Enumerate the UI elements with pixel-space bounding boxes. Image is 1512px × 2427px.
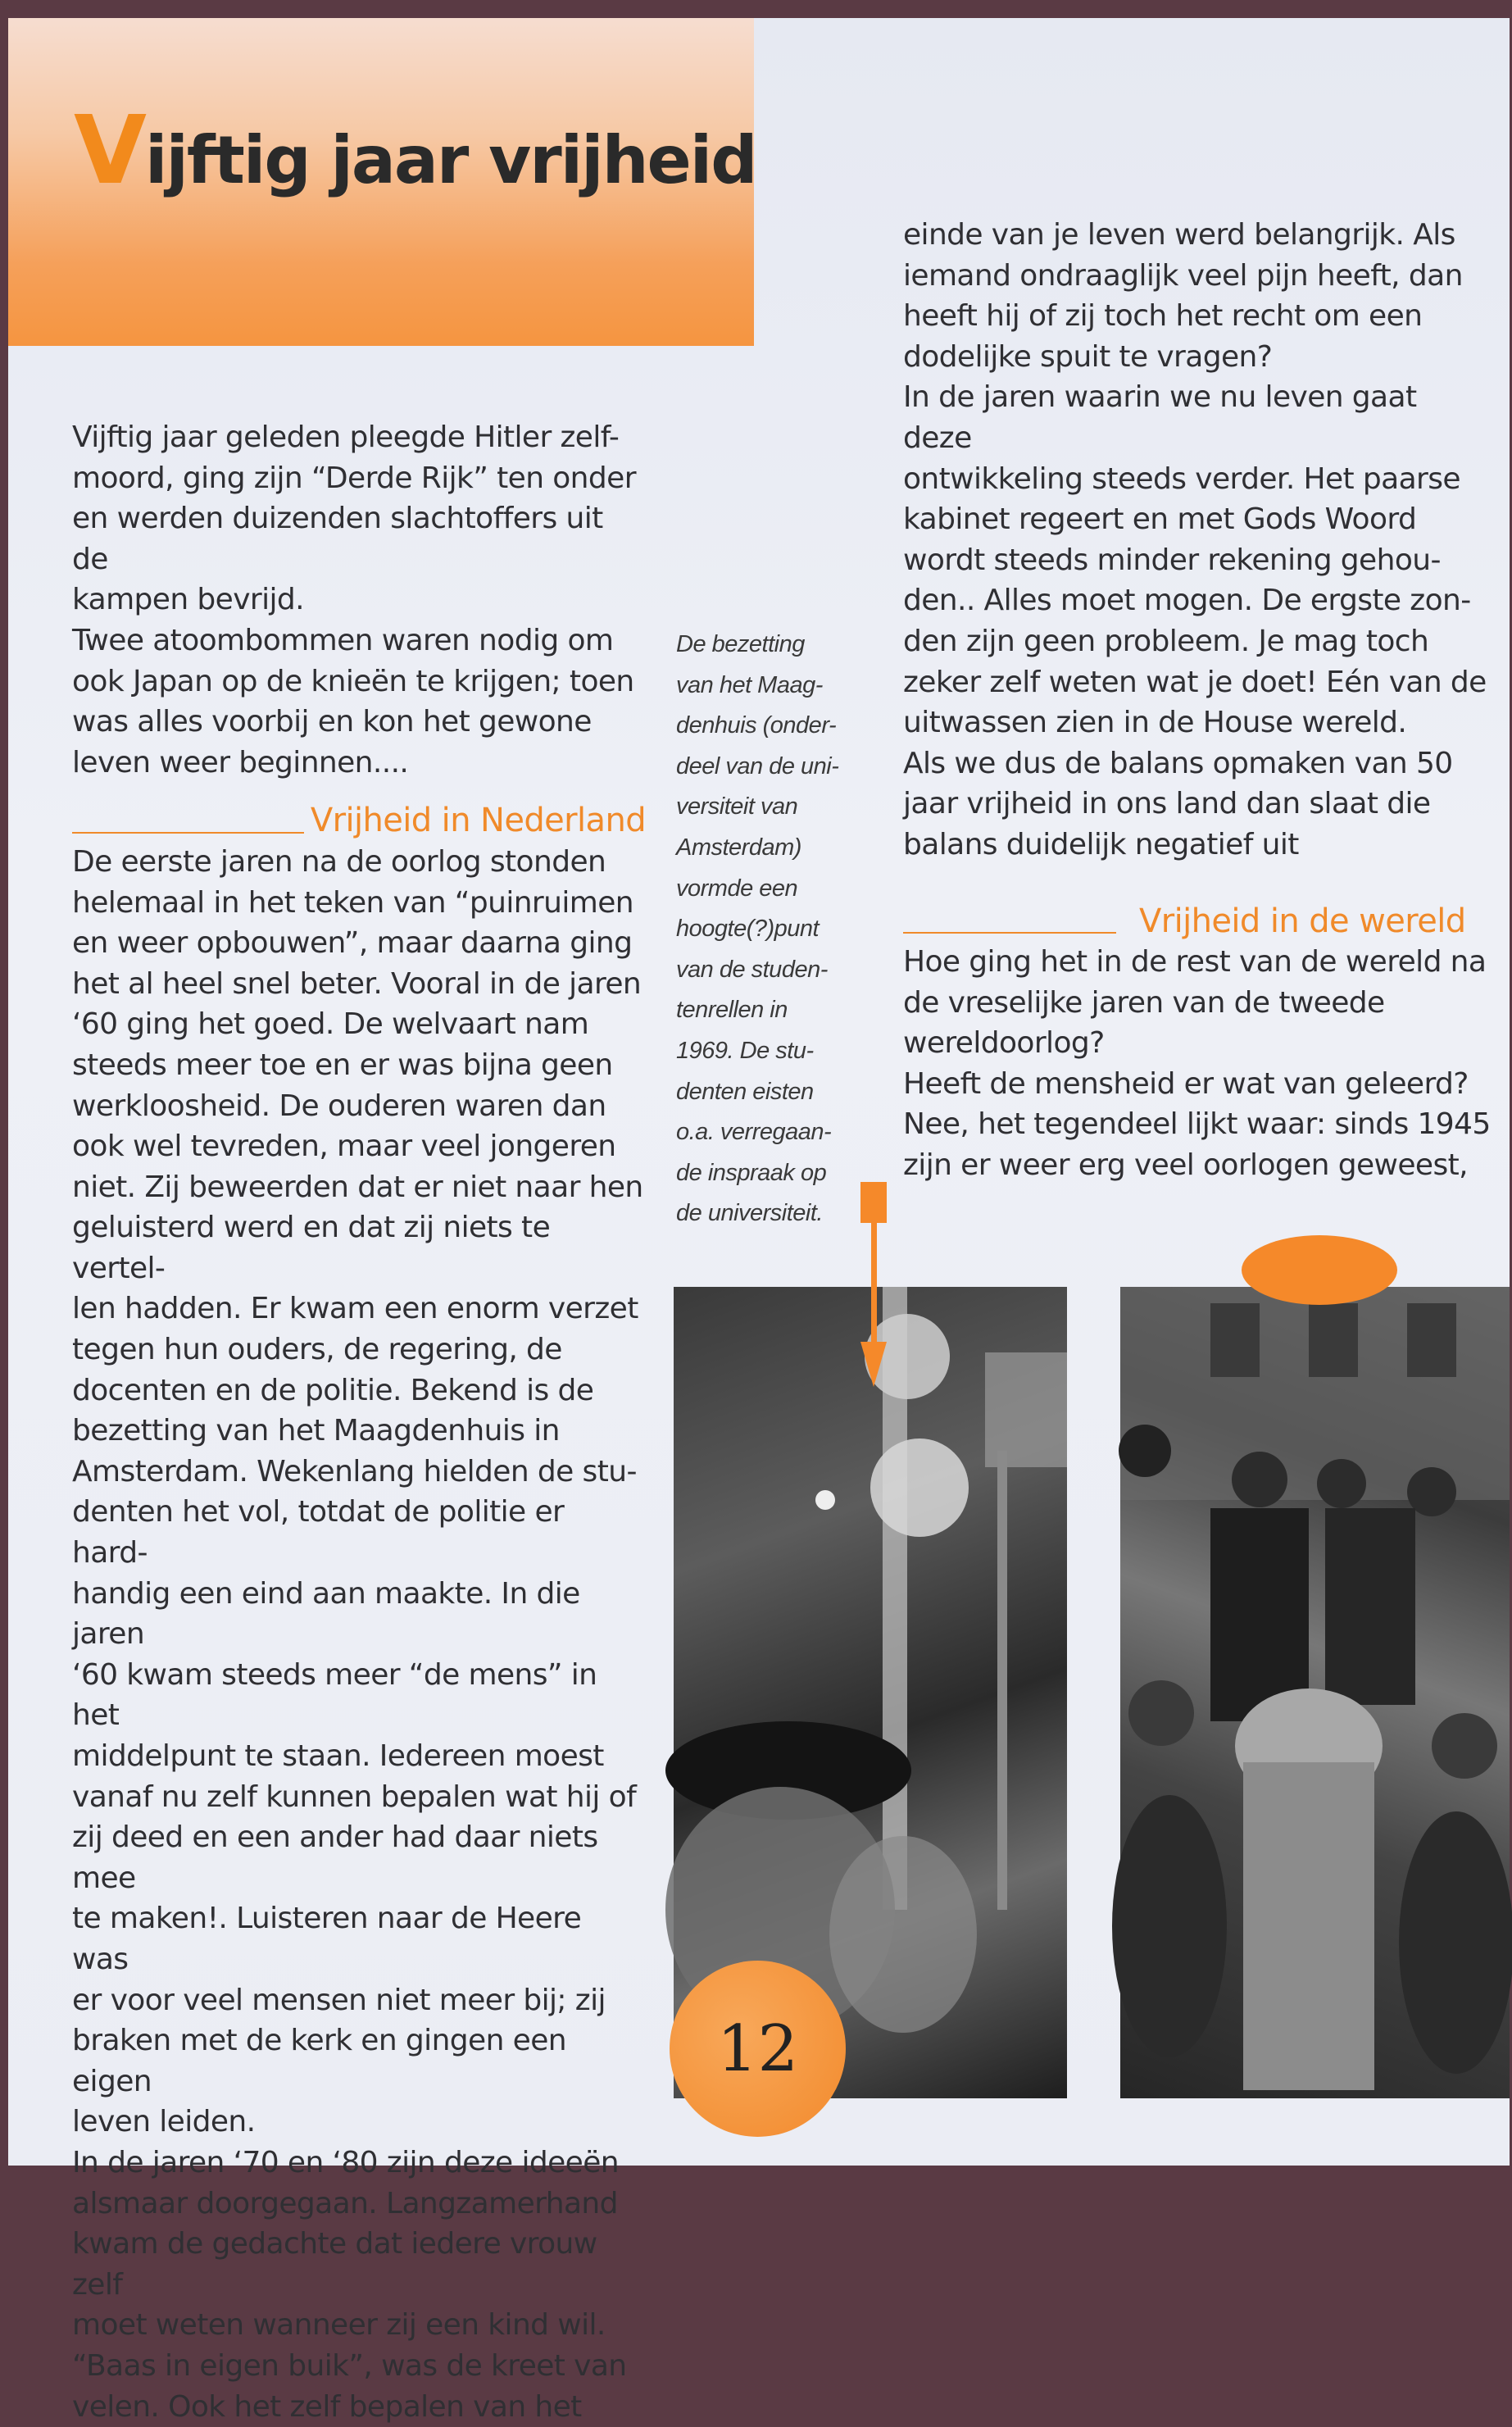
police-photo (1120, 1287, 1510, 2098)
title-initial: V (74, 96, 146, 206)
subheading-wereld-text: Vrijheid in de wereld (1139, 902, 1466, 940)
page-title (74, 96, 756, 206)
subheading-nederland-text: Vrijheid in Nederland (310, 802, 646, 840)
page-number-badge: 12 (670, 1961, 846, 2137)
photo-caption: De bezetting van het Maag- denhuis (onder- deel van de uni- versiteit van Amsterdam) vormde een hoogte(?)punt van de studen- tenrellen in 1969. De stu- denten eisten o.a. verregaan- de inspraak op de universiteit. (676, 631, 839, 1227)
title-rest: ijftig jaar vrijheid (145, 122, 756, 198)
wereld-body: Hoe ging het in de rest van de wereld na de vreselijke jaren van de tweede wereldoorlog? Heeft de mensheid er wat van geleerd? Nee, het tegendeel lijkt waar: sinds 1945 zijn er weer erg veel oorlogen geweest, (903, 945, 1491, 1183)
right-body: einde van je leven werd belangrijk. Als iemand ondraaglijk veel pijn heeft, dan heeft hij of zij toch het recht om een dodelijke spuit te vragen? In de jaren waarin we nu leven gaat deze ontwikkeling steeds verder. Het paarse kabinet regeert en met Gods Woord wordt steeds minder rekening gehou- den.. Alles moet mogen. De ergste zon- den zijn geen probleem. Je mag toch zeker zelf weten wat je doet! Eén van de uitwassen zien in de House wereld. Als we dus de balans opmaken van 50 jaar vrijheid in ons land dan slaat die balans duidelijk negatief uit (903, 218, 1487, 861)
subheading-nederland (72, 801, 646, 842)
subheading-rule (903, 932, 1116, 934)
right-column (903, 215, 1493, 1186)
subheading-wereld (903, 902, 1493, 943)
left-column (72, 417, 646, 2427)
magazine-page (8, 18, 1510, 2424)
intro-paragraph: Vijftig jaar geleden pleegde Hitler zelf- moord, ging zijn “Derde Rijk” ten onder en werden duizenden slachtoffers uit de kampen bevrijd. Twee atoombommen waren nodig om ook Japan op de knieën te krijgen; toen was alles voorbij en kon het gewone leven weer beginnen.... (72, 420, 636, 779)
title-band (8, 18, 754, 346)
orange-oval (1242, 1235, 1397, 1305)
nederland-body: De eerste jaren na de oorlog stonden helemaal in het teken van “puinruimen en weer opbouwen”, maar daarna ging het al heel snel beter. Vooral in de jaren ‘60 ging het goed. De welvaart nam steeds meer toe en er was bijna geen werkloosheid. De ouderen waren dan ook wel tevreden, maar veel jongeren niet. Zij beweerden dat er niet naar hen geluisterd werd en dat zij niets te vertel- len hadden. Er kwam een enorm verzet tegen hun ouders, de regering, de docenten en de politie. Bekend is de bezetting van het Maagdenhuis in Amsterdam. Wekenlang hielden de stu- denten het vol, totdat de politie er hard- handig een eind aan maakte. In die jaren ‘60 kwam steeds meer “de mens” in het middelpunt te staan. Iedereen moest vanaf nu zelf kunnen bepalen wat hij of zij deed en een ander had daar niets mee te maken!. Luisteren naar de Heere was er voor veel mensen niet meer bij; zij braken met de kerk en gingen een eigen leven leiden. In de jaren ‘70 en ‘80 zijn deze ideeën alsmaar doorgegaan. Langzamerhand kwam de gedachte dat iedere vrouw zelf moet weten wanneer zij een kind wil. “Baas in eigen buik”, was de kreet van velen. Ook het zelf bepalen van het (72, 844, 643, 2424)
subheading-rule (72, 832, 304, 834)
caption-arrow-icon (859, 1182, 888, 1387)
